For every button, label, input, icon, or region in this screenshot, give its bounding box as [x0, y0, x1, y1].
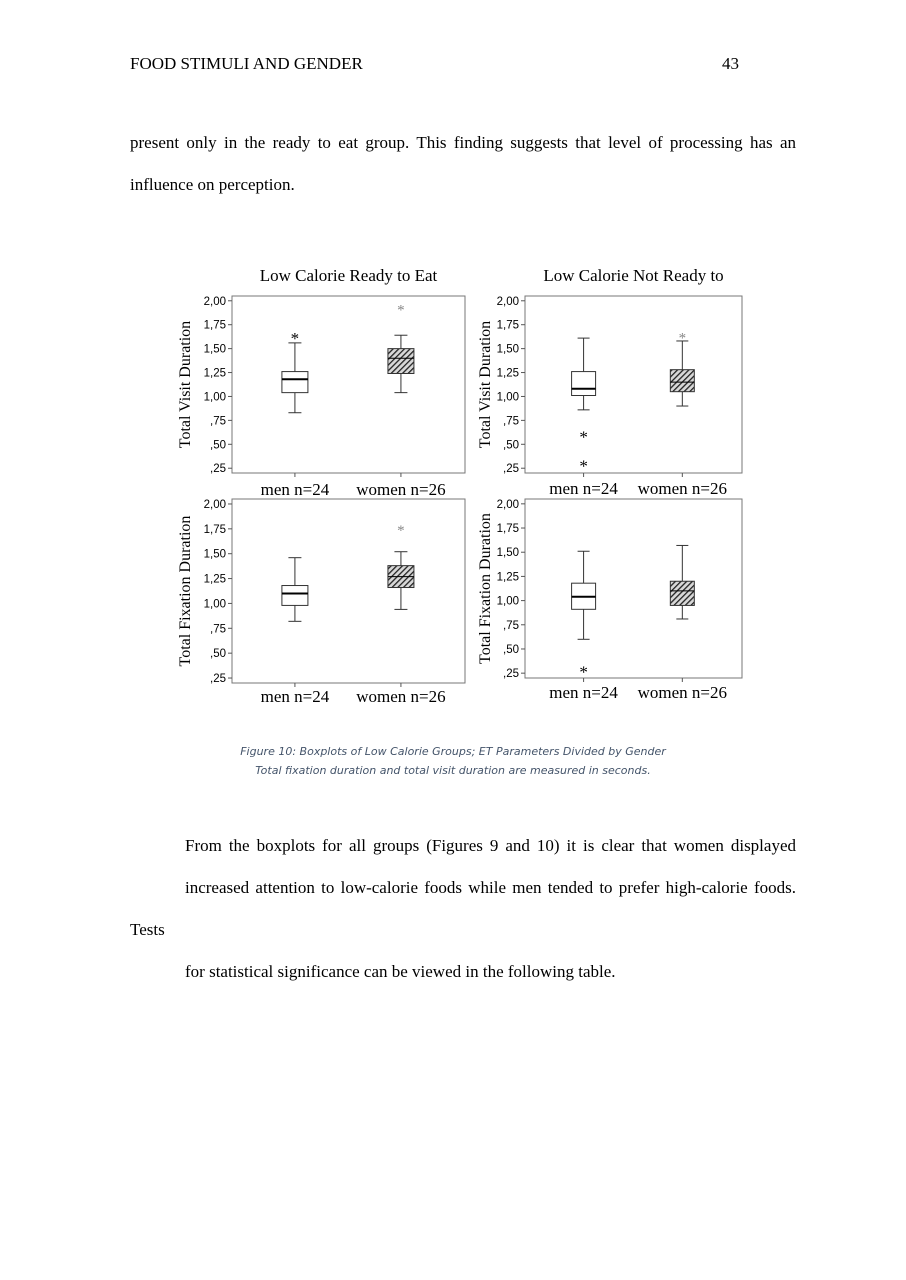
y-tick-label: 2,00 [203, 498, 226, 511]
paragraph-line: present only in the ready to eat group. This finding suggests that level of processing has an [130, 133, 796, 152]
iqr-box [670, 370, 694, 392]
iqr-box [388, 349, 414, 374]
x-category-label: women n=26 [637, 683, 728, 702]
boxplot-panel [177, 499, 465, 706]
x-category-label: men n=24 [549, 683, 618, 702]
y-axis-label: Total Visit Duration [177, 320, 194, 449]
iqr-box [572, 372, 596, 396]
y-tick-label: ,75 [503, 619, 519, 632]
outlier-marker: * [397, 522, 405, 539]
panel-title: Low Calorie Not Ready to [543, 266, 724, 285]
x-category-label: men n=24 [549, 479, 618, 498]
outlier-marker: * [579, 427, 588, 447]
y-tick-label: ,75 [210, 623, 226, 636]
y-tick-label: ,25 [210, 463, 226, 476]
y-tick-label: ,50 [503, 643, 519, 656]
y-tick-label: 1,75 [203, 319, 226, 332]
y-tick-label: 1,25 [496, 571, 519, 584]
outlier-marker: * [579, 456, 588, 476]
y-tick-label: ,50 [503, 439, 519, 452]
y-tick-label: 1,25 [496, 367, 519, 380]
iqr-box [282, 586, 308, 606]
figure-caption: Figure 10: Boxplots of Low Calorie Groups; ET Parameters Divided by Gender [240, 745, 666, 758]
y-tick-label: 1,50 [203, 343, 226, 356]
x-category-label: women n=26 [356, 480, 446, 499]
paragraph-line: influence on perception. [130, 175, 295, 194]
y-tick-label: 2,00 [496, 498, 519, 511]
y-tick-label: 1,25 [203, 367, 226, 380]
x-category-label: women n=26 [637, 479, 728, 498]
y-tick-label: 1,50 [496, 547, 519, 560]
y-tick-label: 1,25 [203, 573, 226, 586]
running-title: FOOD STIMULI AND GENDER [130, 54, 363, 73]
y-tick-label: 1,00 [203, 598, 226, 611]
plot-frame [525, 296, 742, 476]
page-number: 43 [722, 54, 739, 73]
boxplot-panel [477, 266, 742, 498]
x-category-label: women n=26 [356, 687, 446, 706]
plot-frame [525, 499, 742, 678]
figure-caption-note: Total fixation duration and total visit duration are measured in seconds. [255, 764, 651, 777]
y-tick-label: 1,75 [496, 319, 519, 332]
y-tick-label: ,25 [210, 673, 226, 686]
x-category-label: men n=24 [260, 687, 330, 706]
boxplot-panel [477, 499, 742, 702]
outlier-marker: * [579, 662, 588, 682]
y-tick-label: 1,00 [203, 391, 226, 404]
iqr-box [282, 372, 308, 393]
paragraph-line: for statistical significance can be viewed in the following table. [185, 962, 616, 981]
y-tick-label: 1,00 [496, 391, 519, 404]
paragraph-line: From the boxplots for all groups (Figures 9 and 10) it is clear that women displayed [185, 836, 796, 855]
y-tick-label: 1,00 [496, 595, 519, 608]
boxplot-panel [177, 266, 465, 499]
y-tick-label: 2,00 [203, 295, 226, 308]
y-tick-label: 1,50 [496, 343, 519, 356]
y-tick-label: ,25 [503, 463, 519, 476]
y-axis-label: Total Fixation Duration [177, 515, 194, 667]
y-tick-label: ,25 [503, 668, 519, 681]
y-tick-label: 1,75 [496, 523, 519, 536]
y-tick-label: 1,75 [203, 523, 226, 536]
outlier-marker: * [678, 330, 687, 347]
y-tick-label: 1,50 [203, 548, 226, 561]
y-tick-label: ,75 [210, 415, 226, 428]
y-tick-label: ,75 [503, 415, 519, 428]
y-tick-label: 2,00 [496, 295, 519, 308]
y-axis-label: Total Fixation Duration [477, 513, 494, 664]
x-category-label: men n=24 [260, 480, 330, 499]
plot-frame [232, 296, 465, 473]
y-tick-label: ,50 [210, 648, 226, 661]
plot-frame [232, 499, 465, 683]
outlier-marker: * [397, 302, 405, 319]
outlier-marker: * [290, 329, 300, 349]
paragraph-line: increased attention to low-calorie foods while men tended to prefer high-calorie foods. Tests [130, 878, 796, 939]
panel-title: Low Calorie Ready to Eat [259, 266, 438, 285]
iqr-box [670, 581, 694, 605]
paragraph-2 [130, 825, 796, 993]
y-tick-label: ,50 [210, 439, 226, 452]
y-axis-label: Total Visit Duration [477, 320, 494, 449]
